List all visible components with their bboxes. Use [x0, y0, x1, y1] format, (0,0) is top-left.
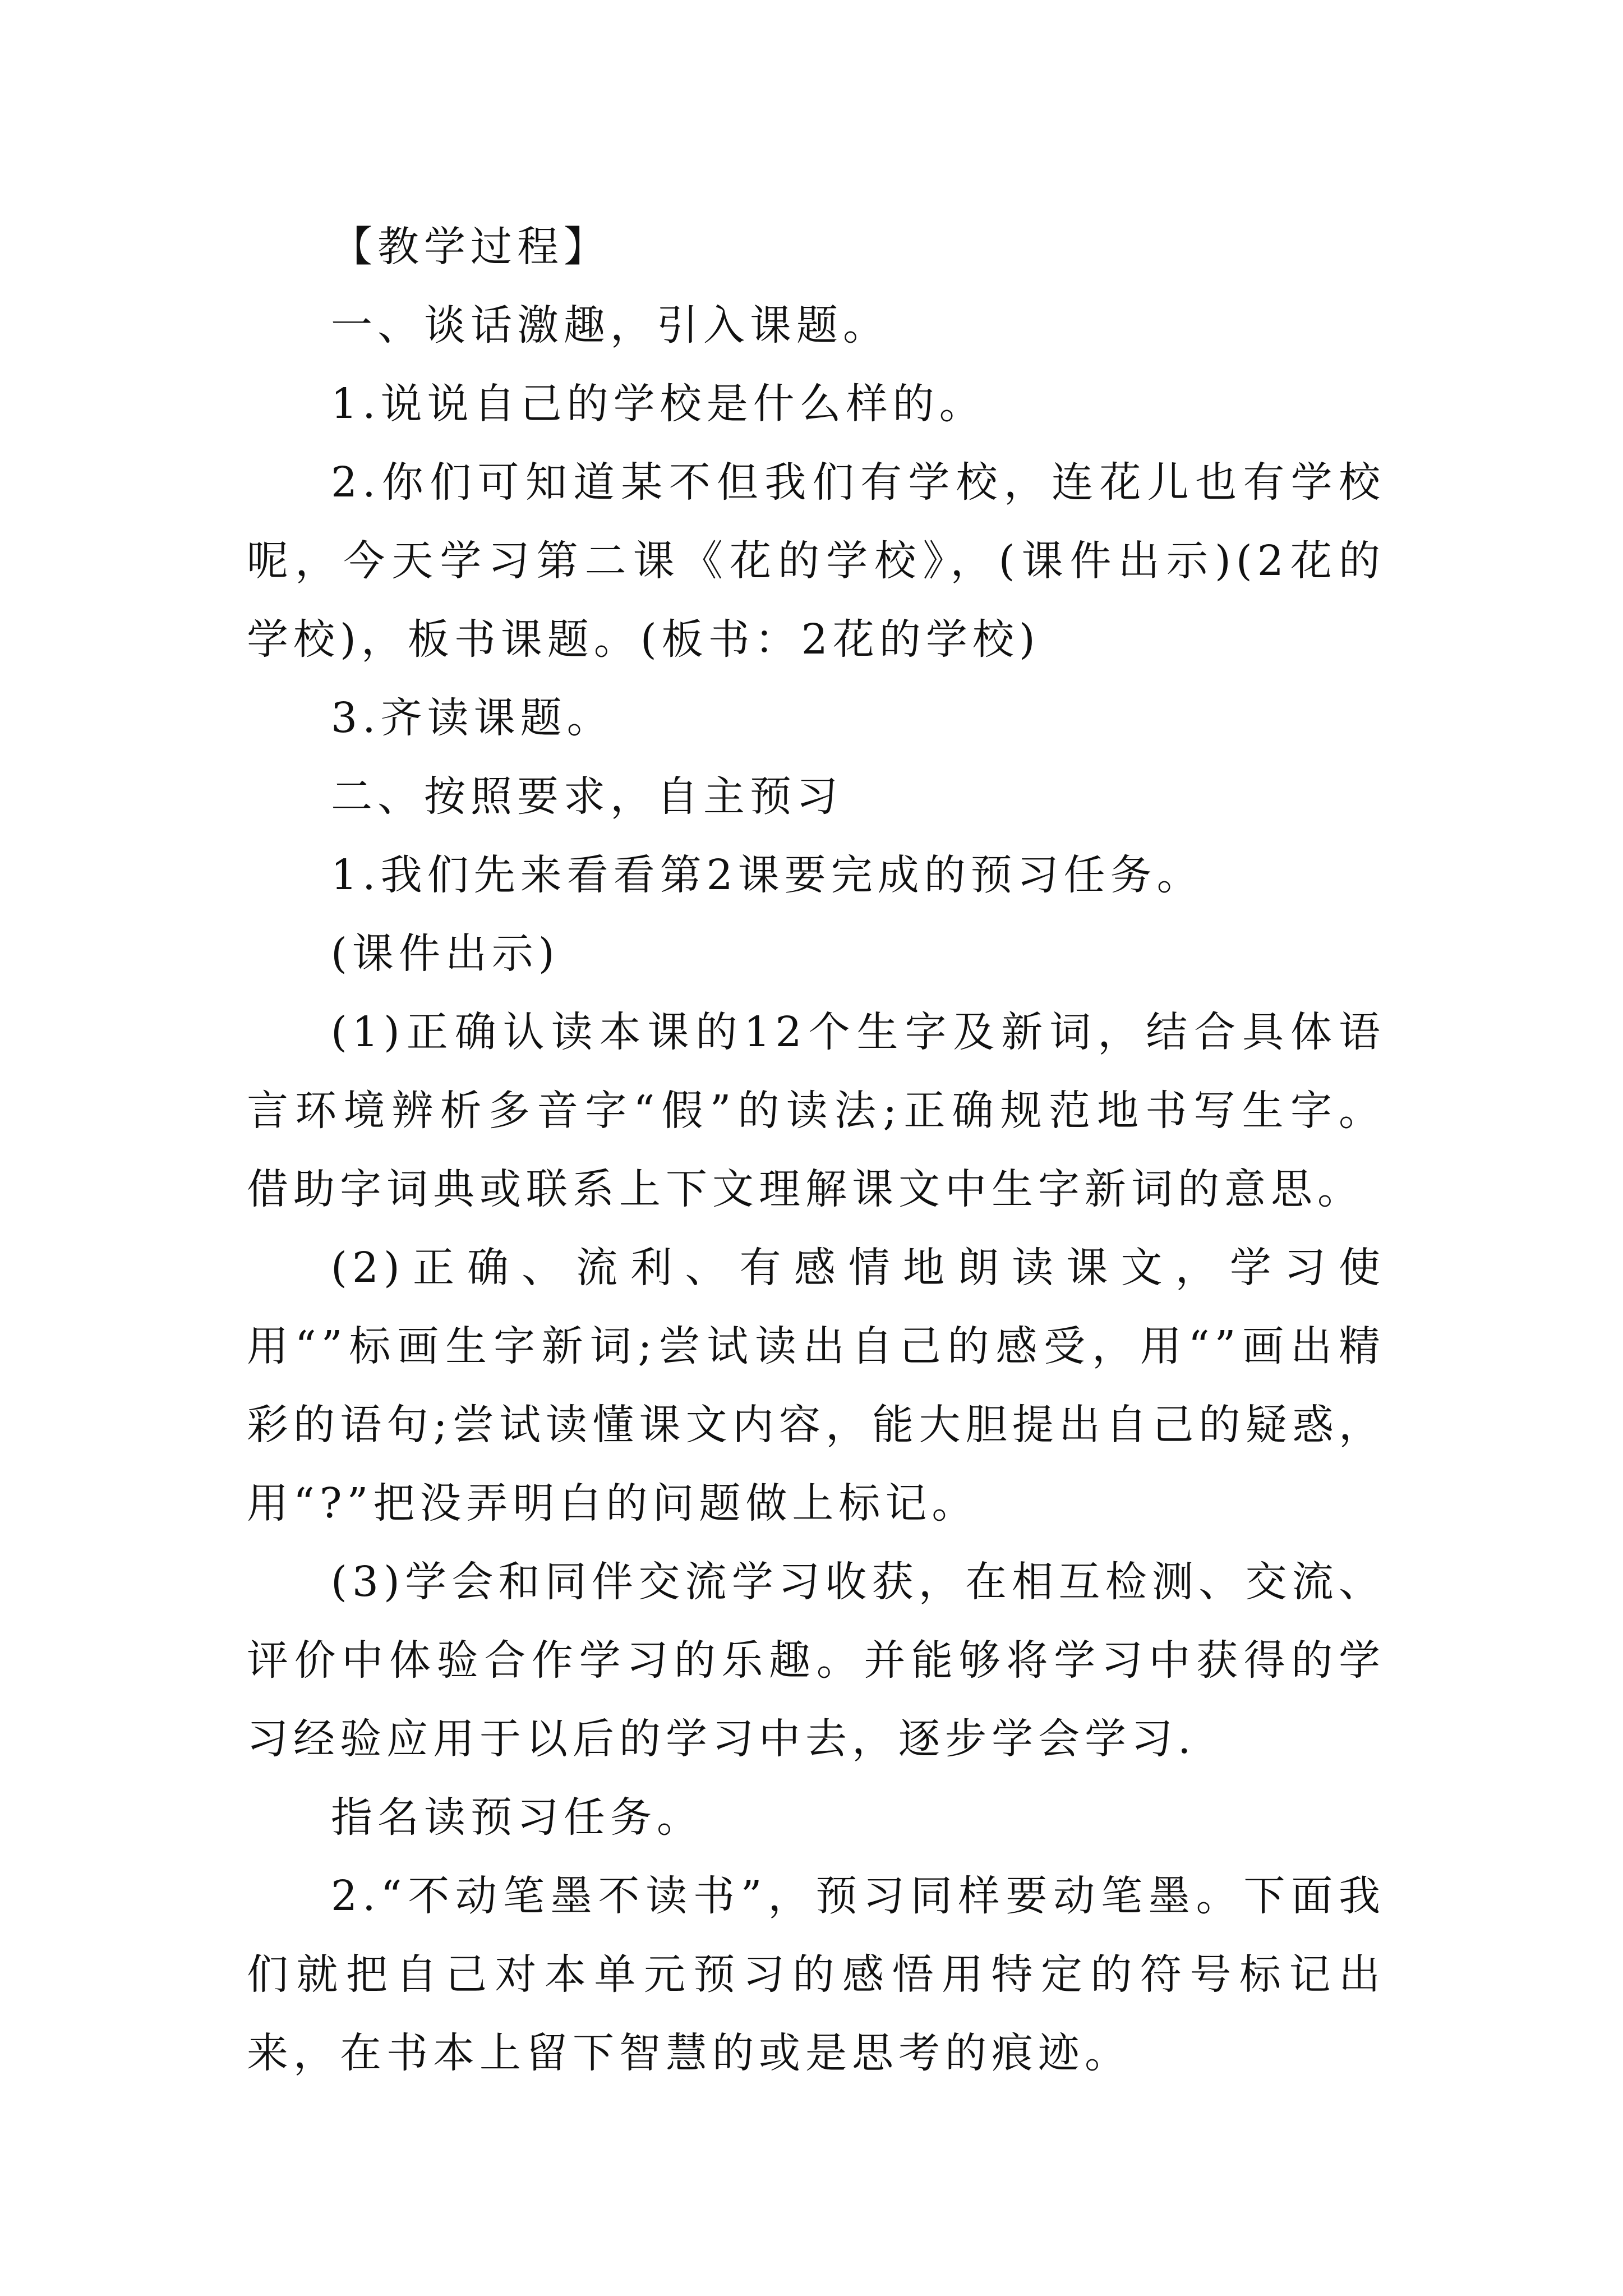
- paragraph-1-2: 2.你们可知道某不但我们有学校，连花儿也有学校呢，今天学习第二课《花的学校》，(课件出示)(2花的学校)，板书课题。(板书：2花的学校): [247, 458, 1385, 664]
- task-item-1: (1)正确认读本课的12个生字及新词，结合具体语言环境辨析多音字“假”的读法;正确规范地书写生字。借助字词典或联系上下文理解课文中生字新词的意思。: [247, 1008, 1385, 1213]
- step-heading-1: 一、谈话激趣，引入课题。: [331, 301, 889, 349]
- paragraph-read-task: 指名读预习任务。: [331, 1793, 703, 1842]
- section-heading: 【教学过程】: [331, 223, 610, 271]
- paragraph-2-1: 1.我们先来看看第2课要完成的预习任务。: [331, 851, 1204, 899]
- paragraph-1-3: 3.齐读课题。: [331, 694, 614, 742]
- paragraph-2-2: 2.“不动笔墨不读书”，预习同样要动笔墨。下面我们就把自己对本单元预习的感悟用特定的符号标记出来，在书本上留下智慧的或是思考的痕迹。: [247, 1872, 1385, 2077]
- task-item-3: (3)学会和同伴交流学习收获，在相互检测、交流、评价中体验合作学习的乐趣。并能够将学习中获得的学习经验应用于以后的学习中去，逐步学会学习.: [247, 1558, 1385, 1763]
- step-heading-2: 二、按照要求，自主预习: [331, 772, 843, 821]
- document-body: [247, 208, 1385, 2092]
- courseware-note: (课件出示): [331, 930, 560, 978]
- task-item-2: (2)正确、流利、有感情地朗读课文，学习使用“”标画生字新词;尝试读出自己的感受，用“”画出精彩的语句;尝试读懂课文内容，能大胆提出自己的疑惑，用“?”把没弄明白的问题做上标记。: [247, 1244, 1385, 1527]
- paragraph-1-1: 1.说说自己的学校是什么样的。: [331, 380, 986, 428]
